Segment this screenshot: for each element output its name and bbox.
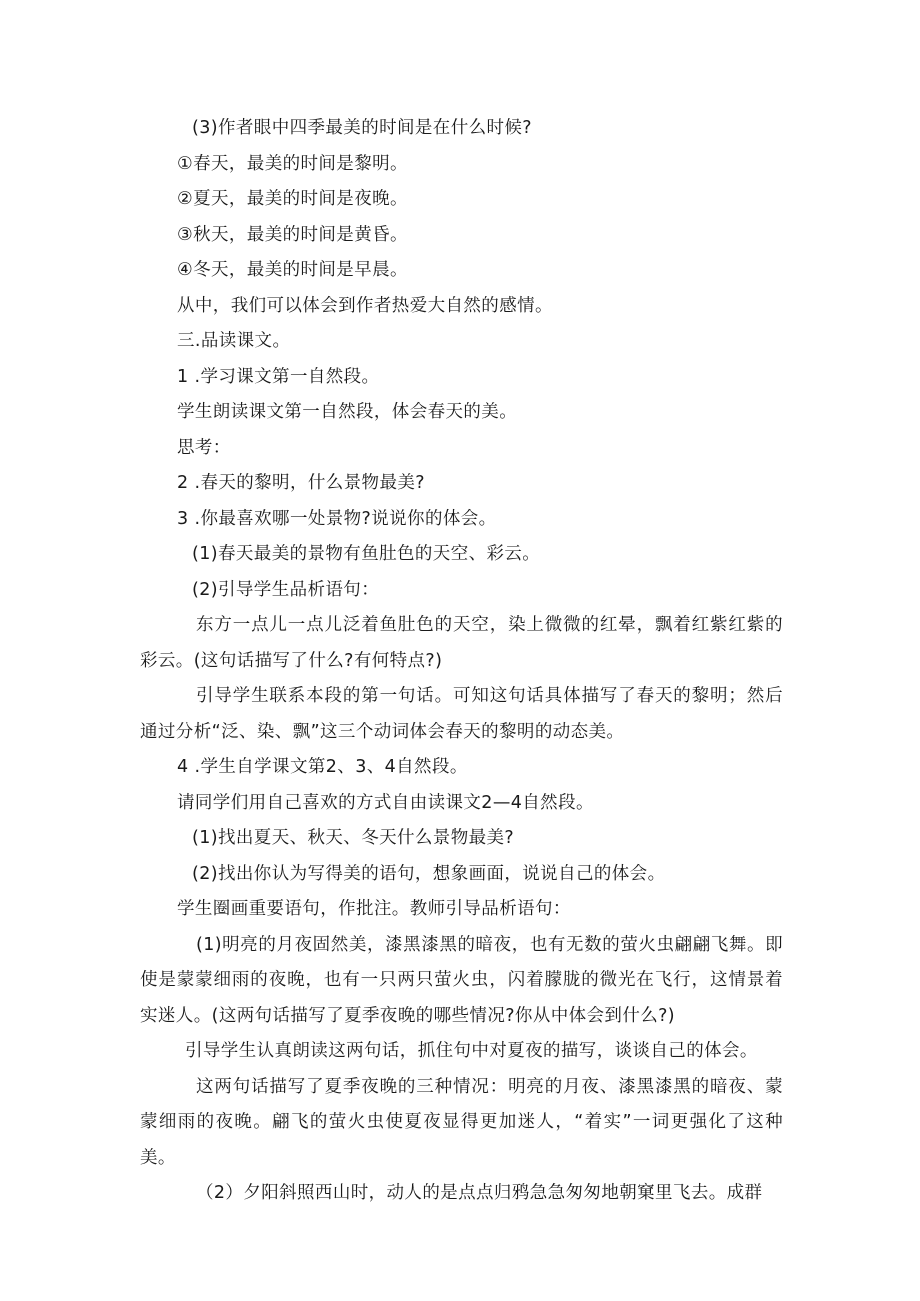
step-4: 4 .学生自学课文第2、3、4自然段。 — [177, 757, 468, 777]
document-body — [140, 111, 783, 1212]
answer-spring: ①春天，最美的时间是黎明。 — [177, 153, 408, 174]
task-2: (2)找出你认为写得美的语句，想象画面，说说自己的体会。 — [192, 863, 666, 884]
quote-autumn: （2）夕阳斜照西山时，动人的是点点归鸦急急匆匆地朝窠里飞去。成群 — [196, 1183, 763, 1203]
quote-summer: (1)明亮的月夜固然美，漆黑漆黑的暗夜，也有无数的萤火虫翩翩飞舞。即使是蒙蒙细雨的夜晚，也有一只两只萤火虫，闪着朦胧的微光在飞行，这情景着实迷人。(这两句话描写了夏季夜晚的哪些情况?你从中体会到什么?) — [140, 934, 783, 1026]
analysis-summer: 这两句话描写了夏季夜晚的三种情况：明亮的月夜、漆黑漆黑的暗夜、蒙蒙细雨的夜晚。翩飞的萤火虫使夏夜显得更加迷人，“着实”一词更强化了这种美。 — [140, 1076, 783, 1168]
quote-spring: 东方一点儿一点儿泛着鱼肚色的天空，染上微微的红晕，飘着红紫红紫的彩云。(这句话描写了什么?有何特点?) — [140, 615, 783, 671]
question-3: (3)作者眼中四季最美的时间是在什么时候? — [192, 118, 532, 138]
question-3b: 3 .你最喜欢哪一处景物?说说你的体会。 — [177, 508, 497, 529]
section-heading: 三.品读课文。 — [177, 331, 291, 351]
guide-summer: 引导学生认真朗读这两句话，抓住句中对夏夜的描写，谈谈自己的体会。 — [185, 1041, 758, 1061]
step-4-instruction: 请同学们用自己喜欢的方式自由读课文2—4自然段。 — [177, 792, 594, 813]
point-1: (1)春天最美的景物有鱼肚色的天空、彩云。 — [192, 544, 541, 564]
teacher-guide: 学生圈画重要语句，作批注。教师引导品析语句： — [177, 899, 571, 919]
task-1: (1)找出夏天、秋天、冬天什么景物最美? — [192, 828, 515, 848]
answer-autumn: ③秋天，最美的时间是黄昏。 — [177, 224, 408, 245]
think-label: 思考： — [177, 437, 231, 458]
question-2: 2 .春天的黎明，什么景物最美? — [177, 473, 425, 493]
conclusion-line: 从中，我们可以体会到作者热爱大自然的感情。 — [177, 295, 553, 316]
step-1-activity: 学生朗读课文第一自然段，体会春天的美。 — [177, 402, 518, 422]
answer-winter: ④冬天，最美的时间是早晨。 — [177, 260, 408, 280]
step-1: 1 .学习课文第一自然段。 — [177, 366, 380, 387]
point-2: (2)引导学生品析语句： — [192, 579, 380, 600]
answer-summer: ②夏天，最美的时间是夜晚。 — [177, 189, 408, 209]
analysis-spring: 引导学生联系本段的第一句话。可知这句话具体描写了春天的黎明；然后通过分析“泛、染、飘”这三个动词体会春天的黎明的动态美。 — [140, 686, 783, 742]
